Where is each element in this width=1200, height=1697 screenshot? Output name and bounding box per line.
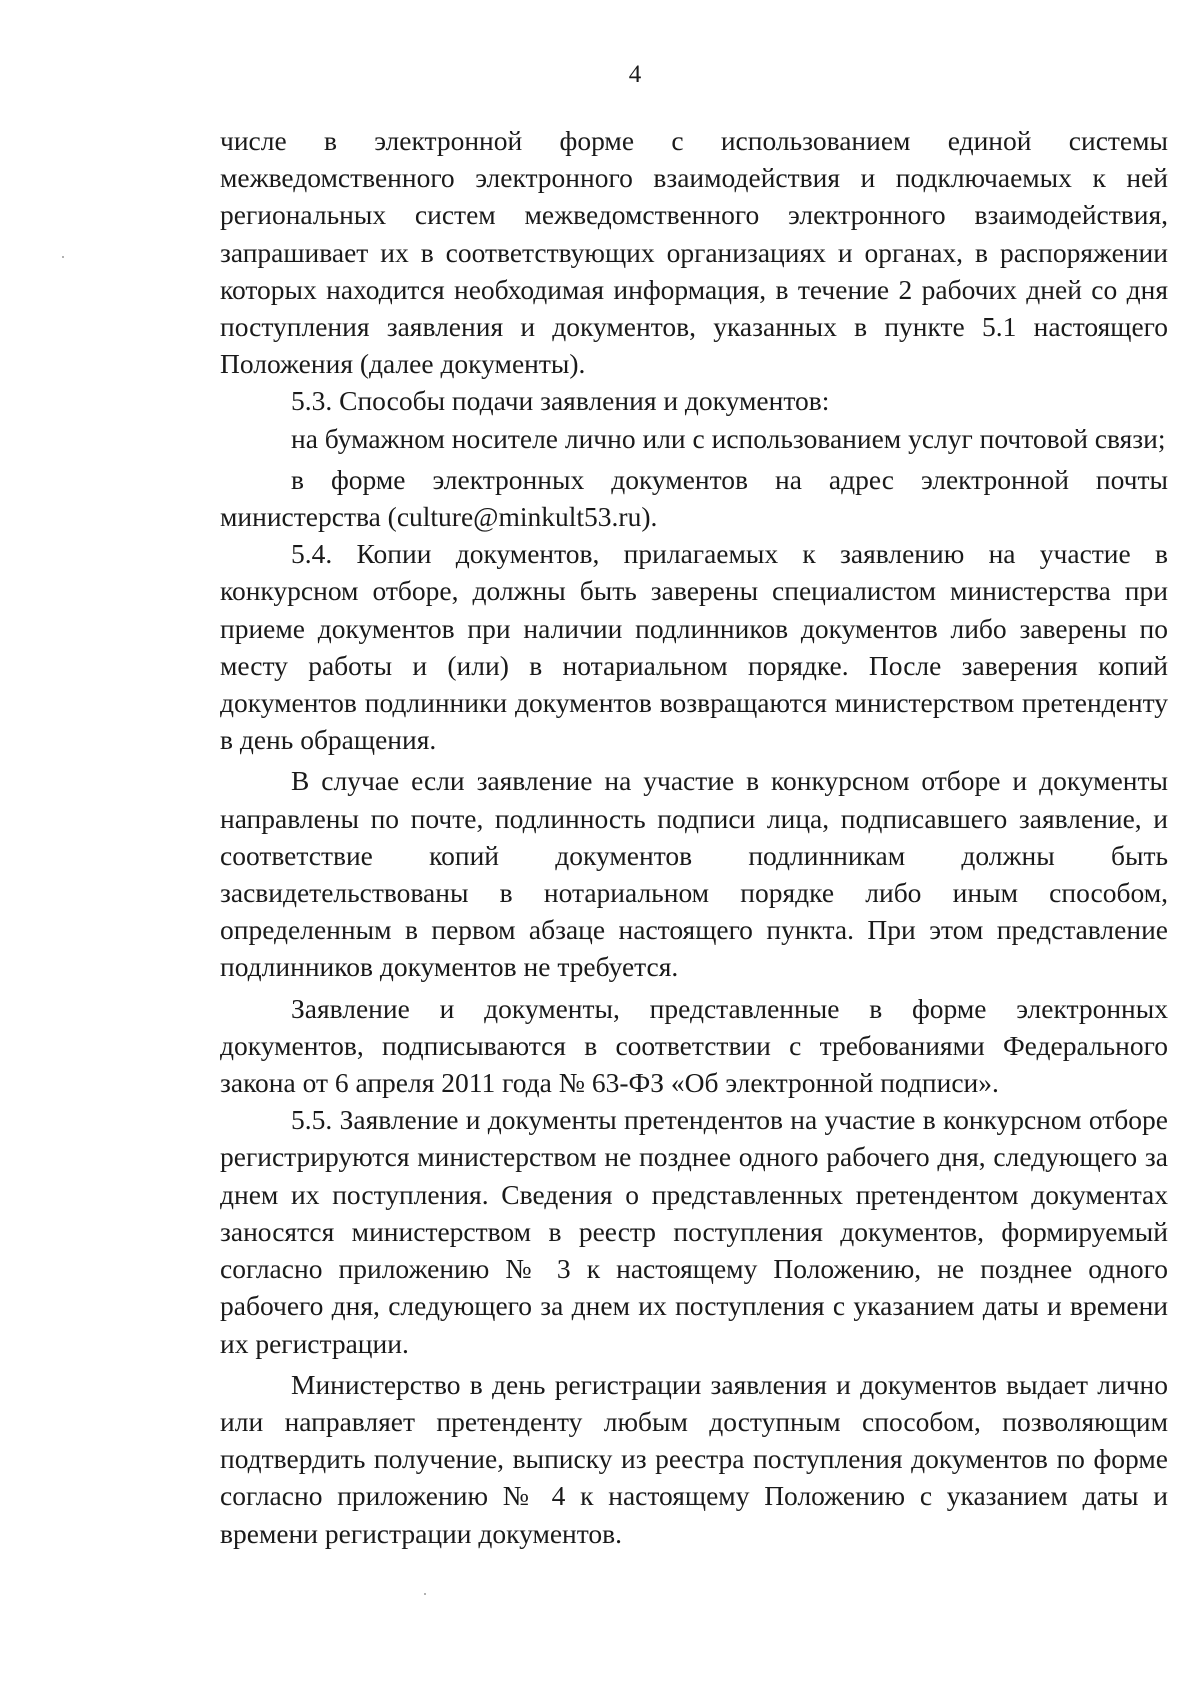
paragraph-registry-extract: Министерство в день регистрации заявления и документов выдает лично или направляет претенденту любым доступным способом, позволяющим подтвердить получение, выписку из реестра поступления документов по форме согласно приложению № 4 к настоящему Положению с указанием даты и времени регистрации документов. [220, 1368, 1168, 1549]
paragraph-continuation: числе в электронной форме с использованием единой системы межведомственного электронного взаимодействия и подключаемых к ней региональных систем межведомственного электронного взаимодействия, запрашивает их в соответствующих организациях и органах, в распоряжении которых находится необходимая информация, в течение 2 рабочих дней со дня поступления заявления и документов, указанных в пункте 5.1 настоящего Положения (далее документы). [220, 125, 1168, 380]
paragraph-electronic-submission: в форме электронных документов на адрес электронной почты министерства (culture@minkult53.ru). [220, 463, 1168, 533]
paragraph-electronic-signature: Заявление и документы, представленные в форме электронных документов, подписываются в соответствии с требованиями Федерального закона от 6 апреля 2011 года № 63-ФЗ «Об электронной подписи». [220, 992, 1168, 1099]
document-body [220, 122, 1168, 1552]
paragraph-5-4-copies: 5.4. Копии документов, прилагаемых к заявлению на участие в конкурсном отборе, должны быть заверены специалистом министерства при приеме документов при наличии подлинников документов либо заверены по месту работы и (или) в нотариальном порядке. После заверения копий документов подлинники документов возвращаются министерством претенденту в день обращения. [220, 538, 1168, 756]
paragraph-postal-certification: В случае если заявление на участие в конкурсном отборе и документы направлены по почте, подлинность подписи лица, подписавшего заявление, и соответствие копий документов подлинникам должны быть засвидетельствованы в нотариальном порядке либо иным способом, определенным в первом абзаце настоящего пункта. При этом представление подлинников документов не требуется. [220, 765, 1168, 983]
paragraph-5-5-registration: 5.5. Заявление и документы претендентов на участие в конкурсном отборе регистрируются министерством не позднее одного рабочего дня, следующего за днем их поступления. Сведения о представленных претендентом документах заносятся министерством в реестр поступления документов, формируемый согласно приложению № 3 к настоящему Положению, не позднее одного рабочего дня, следующего за днем их поступления с указанием даты и времени их регистрации. [220, 1104, 1168, 1359]
paragraph-5-3-heading: 5.3. Способы подачи заявления и документов: [291, 385, 830, 417]
scan-speck [424, 1593, 426, 1595]
scan-speck [62, 256, 64, 258]
page-number: 4 [628, 61, 642, 88]
paragraph-paper-submission: на бумажном носителе лично или с использованием услуг почтовой связи; [291, 422, 1166, 454]
